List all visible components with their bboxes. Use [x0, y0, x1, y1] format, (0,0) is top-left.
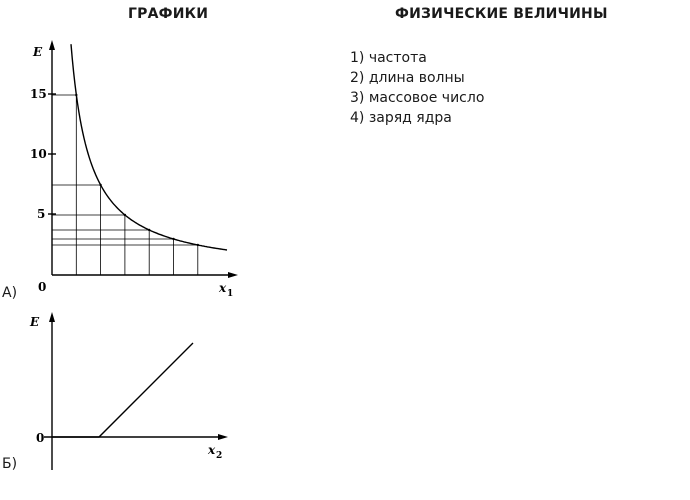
graph-b-line [52, 343, 193, 437]
graph-a-tick-label-5: 5 [37, 207, 46, 221]
graph-a-x-label: x [219, 281, 227, 295]
graph-b-origin-label: 0 [36, 431, 45, 445]
graph-b-x-label: x [208, 443, 216, 457]
graph-b [29, 312, 228, 470]
list-item: 2) длина волны [350, 70, 465, 86]
quantities-heading: ФИЗИЧЕСКИЕ ВЕЛИЧИНЫ [395, 6, 608, 22]
graph-a-tag: А) [2, 285, 18, 301]
list-item: 3) массовое число [350, 90, 485, 106]
graph-a-y-label: E [33, 45, 43, 59]
graph-a [30, 40, 238, 299]
graph-a-x-arrow [228, 272, 238, 278]
graph-a-tick-label-10: 10 [30, 147, 47, 161]
list-item: 1) частота [350, 50, 427, 66]
graph-a-curve [71, 44, 227, 250]
graph-a-x-label-sub: 1 [227, 289, 234, 299]
graphs-heading: ГРАФИКИ [128, 6, 209, 22]
graph-a-y-arrow [49, 40, 55, 50]
graph-b-tag: Б) [2, 456, 18, 472]
graph-a-tick-label-15: 15 [30, 87, 47, 101]
list-item: 4) заряд ядра [350, 110, 452, 126]
graph-a-grid [52, 94, 199, 275]
graph-a-origin-label: 0 [38, 280, 47, 294]
graph-b-y-arrow [49, 312, 55, 322]
graph-b-x-label-sub: 2 [216, 451, 223, 461]
graph-b-y-label: E [30, 315, 40, 329]
graph-b-x-arrow [218, 434, 228, 440]
